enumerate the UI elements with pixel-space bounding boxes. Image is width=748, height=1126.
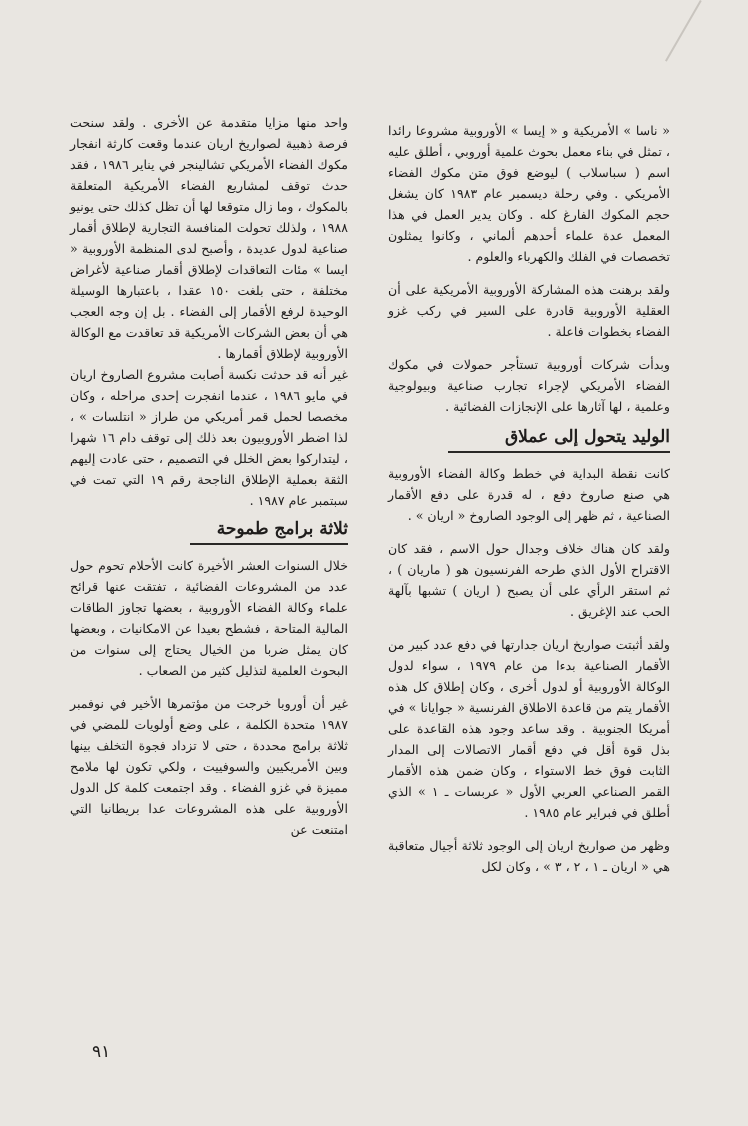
paragraph: واحد منها مزايا متقدمة عن الأخرى . ولقد سنحت فرصة ذهبية لصواريخ اريان عندما وقعت كارثة انفجار مكوك الفضاء الأمريكي تشالينجر في يناير ١٩٨٦ ، فقد حدث توقف لمشاريع الفضاء الأمريكية المتعلقة بالمكوك ، وما زال متوقعا لها أن تظل كذلك حتى يونيو ١٩٨٨ ، ولذلك تحولت المنافسة التجارية لإطلاق أقمار صناعية لدول عديدة ، وأصبح لدى المنظمة الأوروبية « ايسا » مئات التعاقدات لإطلاق أقمار صناعية لأغراض مختلفة ، حتى بلغت ١٥٠ عقدا ، باعتبارها الوسيلة الوحيدة لرفع الأقمار إلى الفضاء . بل إن وجه العجب هي أن بعض الشركات الأمريكية قد تعاقدت مع الوكالة الأوروبية لإطلاق أقمارها . bbox=[70, 115, 348, 361]
paragraph: وظهر من صواريخ اريان إلى الوجود ثلاثة أجيال متعاقبة هي « اريان ـ ١ ، ٢ ، ٣ » ، وكان لكل bbox=[388, 838, 670, 874]
paragraph: غير أنه قد حدثت نكسة أصابت مشروع الصاروخ اريان في مايو ١٩٨٦ ، عندما انفجرت إحدى مراحله ، وكان مخصصا لحمل قمر أمريكي من طراز « انتلسات » ، لذا اضطر الأوروبيون بعد ذلك إلى توقف دام ١٦ شهرا ، ليتداركوا بعض الخلل في التصميم ، حتى عادت إليهم الثقة بعملية الإطلاق الناجحة رقم ١٩ التي تمت في سبتمبر عام ١٩٨٧ . bbox=[70, 367, 349, 508]
paragraph: ولقد أثبتت صواريخ اريان جدارتها في دفع عدد كبير من الأقمار الصناعية بدءا من عام ١٩٧٩ ، سواء لدول الوكالة الأوروبية أو لدول أخرى ، وكان إطلاق كل هذه الأقمار يتم من قاعدة الاطلاق الفرنسية « جوايانا » في أمريكا الجنوبية . وقد ساعد وجود هذه القاعدة على بذل قوة أقل في دفع أقمار الاتصالات إلى المدار الثابت فوق خط الاستواء ، وكان ضمن هذه الأقمار القمر الصناعي العربي الأول « عربسات ـ ١ » الذي أطلق في فبراير عام ١٩٨٥ . bbox=[388, 637, 671, 820]
right-column bbox=[388, 120, 670, 877]
section-heading: ثلاثة برامج طموحة bbox=[190, 517, 348, 545]
paragraph: خلال السنوات العشر الأخيرة كانت الأحلام تحوم حول عدد من المشروعات الفضائية ، تفتقت عنها قرائح علماء وكالة الفضاء الأوروبية ، بعضها تجاوز الطاقات المالية المتاحة ، فشطح بعيدا عن الامكانيات ، وبعضها كان يمثل ضربا من الخيال يحتاج إلى سنوات من البحوث العلمية لتذليل كثير من الصعاب . bbox=[70, 558, 348, 678]
section-heading: الوليد يتحول إلى عملاق bbox=[448, 425, 670, 453]
paragraph: ولقد برهنت هذه المشاركة الأوروبية الأمريكية على أن العقلية الأوروبية قادرة على السير في ركب غزو الفضاء بخطوات فاعلة . bbox=[388, 282, 670, 339]
paragraph: كانت نقطة البداية في خطط وكالة الفضاء الأوروبية هي صنع صاروخ دفع ، له قدرة على دفع الأقمار الصناعية ، ثم ظهر إلى الوجود الصاروخ « اريان » . bbox=[388, 466, 670, 523]
paragraph: « ناسا » الأمريكية و « إيسا » الأوروبية مشروعا رائدا ، تمثل في بناء معمل بحوث علمية أوروبي ، أطلق عليه اسم ( سباسلاب ) ليوضع فوق متن مكوك الفضاء الأمريكي . وفي رحلة ديسمبر عام ١٩٨٣ كان يشغل حجم المكوك الفارغ كله . وكان يدير العمل في هذا المعمل عدة علماء أحدهم ألماني ، وكانوا يمثلون تخصصات في الفلك والكهرباء والعلوم . bbox=[388, 123, 670, 264]
page-number: ٩١ bbox=[92, 1042, 111, 1062]
paragraph: ولقد كان هناك خلاف وجدال حول الاسم ، فقد كان الاقتراح الأول الذي طرحه الفرنسيون هو ( ماريان ) ، ثم استقر الرأي على أن يصبح ( اريان ) تشبها بآلهة الحب عند الإغريق . bbox=[388, 541, 670, 619]
paragraph: وبدأت شركات أوروبية تستأجر حمولات في مكوك الفضاء الأمريكي لإجراء تجارب صناعية وبيولوجية وعلمية ، لها آثارها على الإنجازات الفضائية . bbox=[388, 357, 670, 414]
page-crease bbox=[665, 0, 702, 62]
left-column bbox=[70, 112, 348, 840]
paragraph: غير أن أوروبا خرجت من مؤتمرها الأخير في نوفمبر ١٩٨٧ متحدة الكلمة ، على وضع أولويات للمضي في ثلاثة برامج محددة ، حتى لا تزداد فجوة التخلف بينها وبين الأمريكيين والسوفييت ، ولكي تكون لها ملامح مميزة في غزو الفضاء . وقد اجتمعت كلمة كل الدول الأوروبية على هذه المشروعات عدا بريطانيا التي امتنعت عن bbox=[70, 696, 348, 837]
